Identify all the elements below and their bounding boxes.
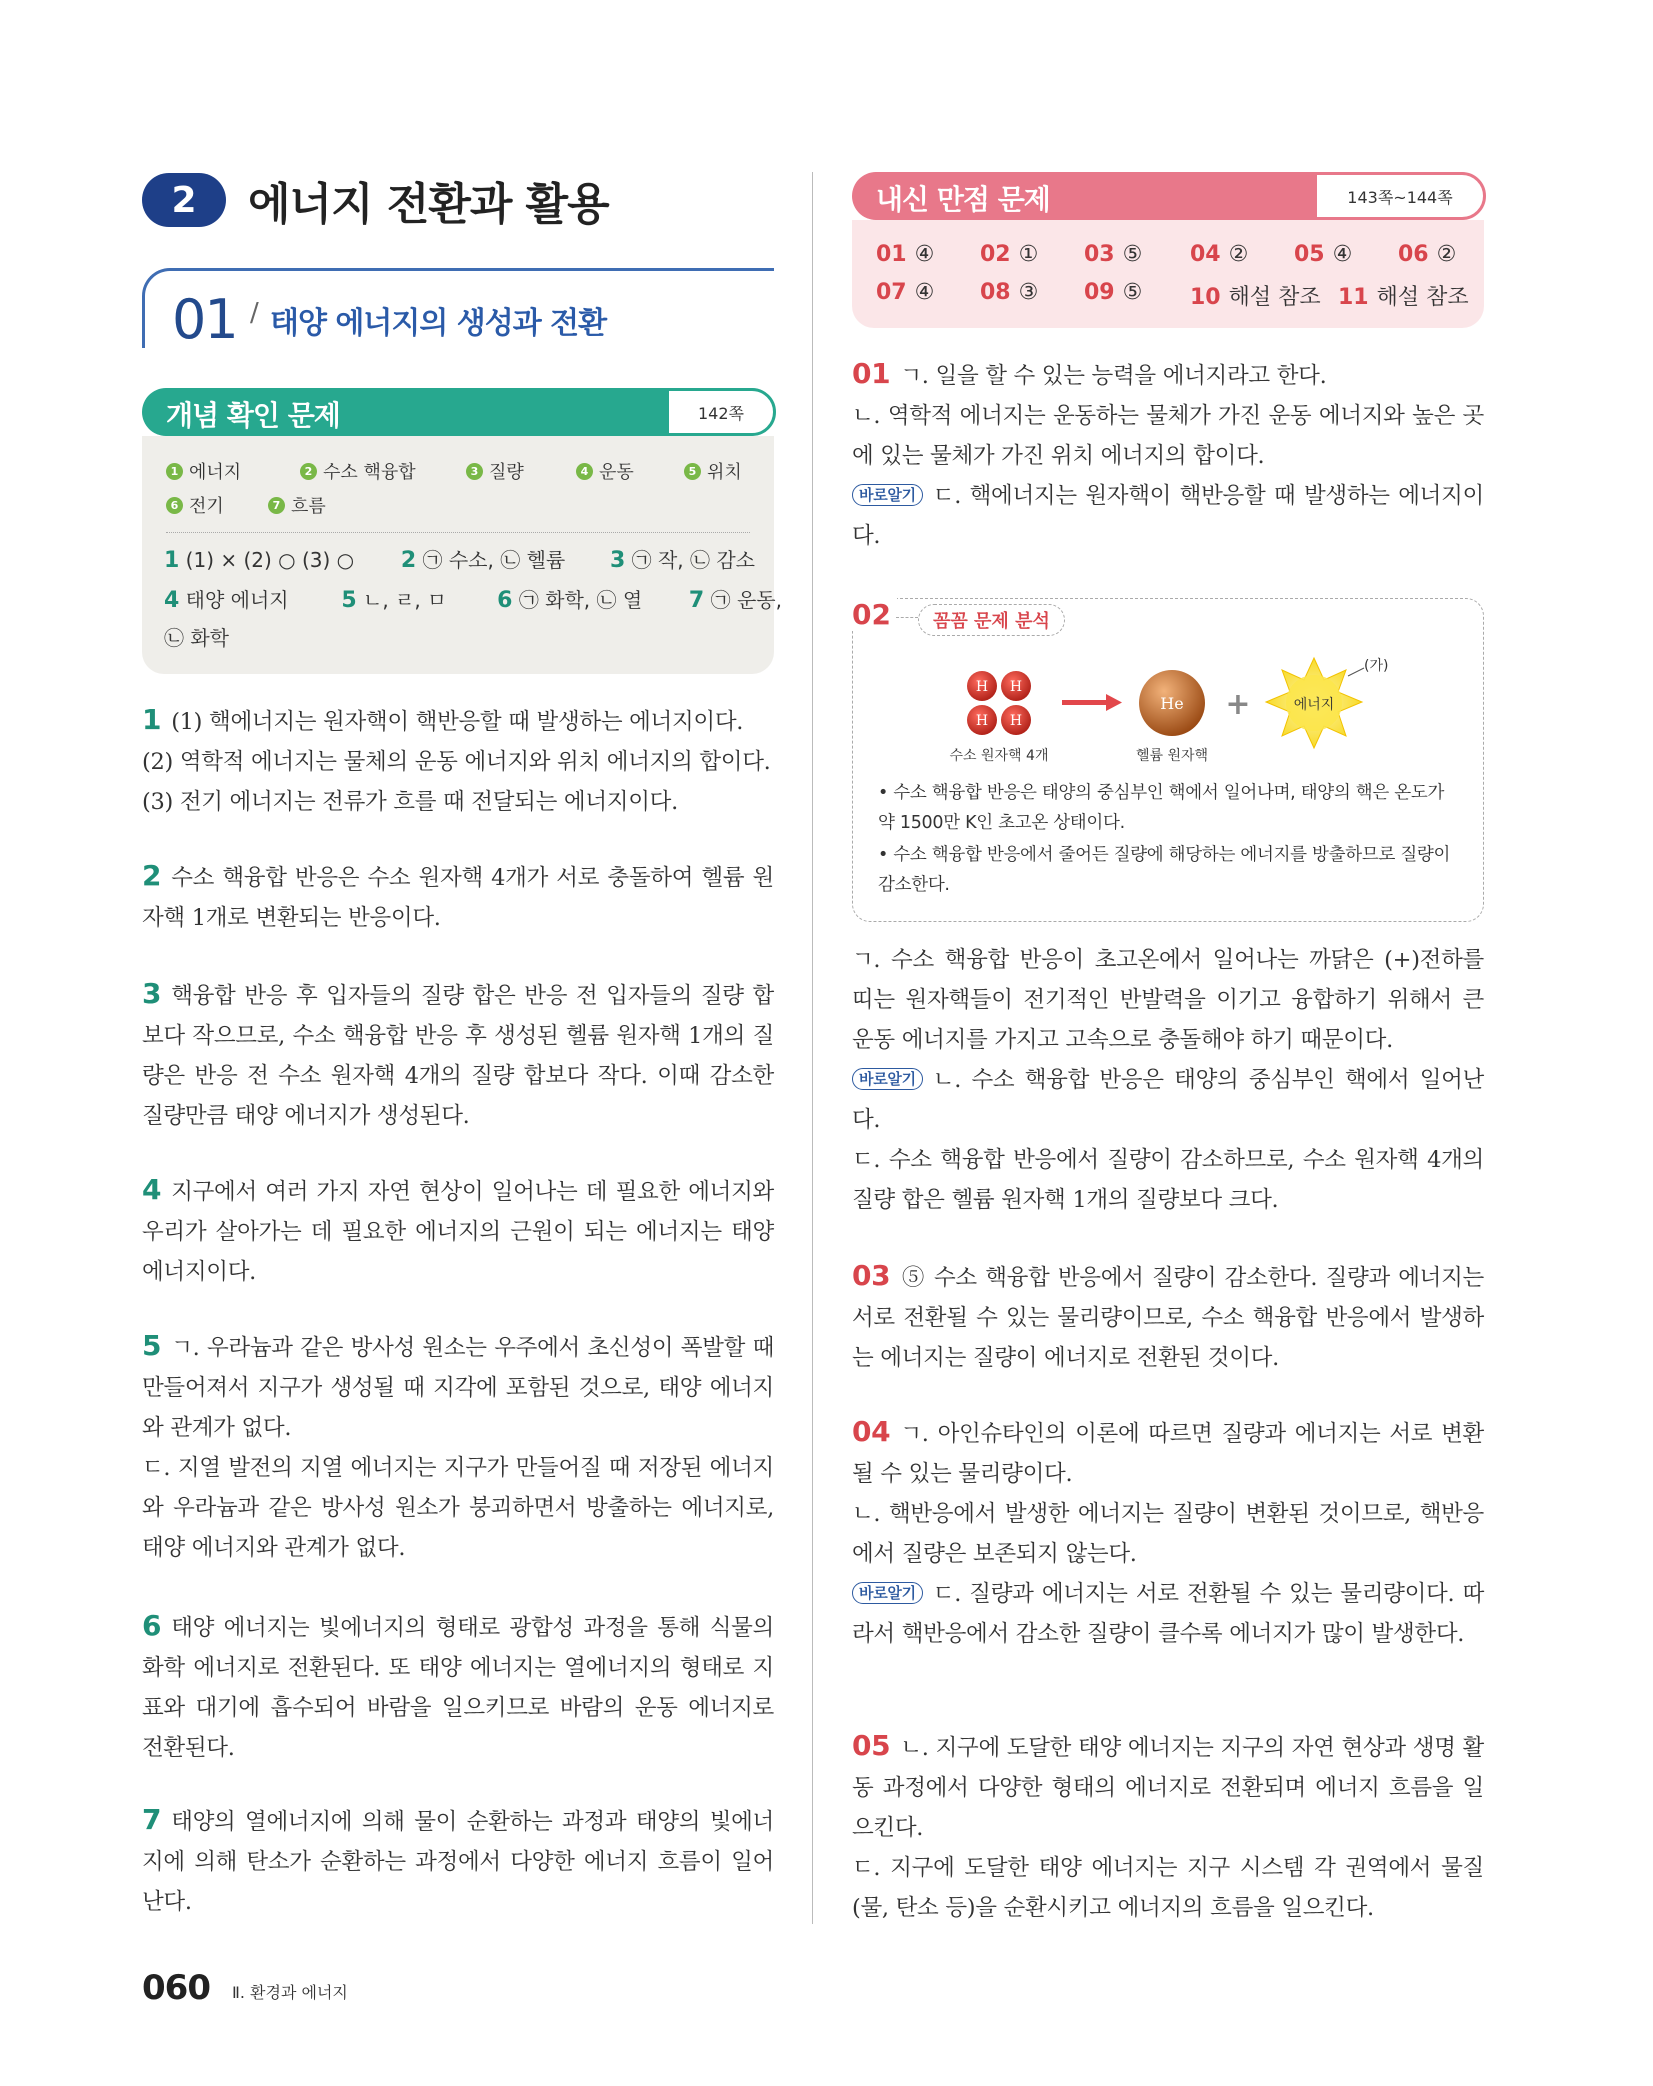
question-number: 4 [142,1173,162,1206]
explanation-01 [852,354,1484,556]
answer-key-item [1190,242,1248,267]
explanation-7 [142,1800,774,1922]
explanation-text: ㄴ. 핵반응에서 발생한 에너지는 질량이 변환된 것이므로, 핵반응에서 질량은 보존되지 않는다. [852,1501,1484,1567]
explanation-5 [142,1326,774,1568]
explanation-text: 핵융합 반응 후 입자들의 질량 합은 반응 전 입자들의 질량 합보다 작으므로, 수소 핵융합 반응 후 생성된 헬륨 원자핵 1개의 질량은 반응 전 수소 원자핵 4개의 질량 합보다 작다. 이때 감소한 질량만큼 태양 에너지가 생성된다. [142,983,774,1129]
keyword-item [300,458,466,484]
question-number: 3 [142,977,162,1010]
keyword-number-icon: 5 [684,463,701,480]
explanation-2 [142,856,774,938]
concept-answer-line-1 [164,544,755,573]
chapter-header [142,168,609,232]
fix-badge: 바로알기 [852,1068,923,1090]
answer-text: ㉠ 운동, [710,588,782,612]
section-title: 태양 에너지의 생성과 전환 [270,306,607,341]
keyword-label: 흐름 [291,496,326,517]
question-number: 2 [142,859,162,892]
ga-label: (가) [1364,658,1389,674]
answer-key-value: ④ [914,280,935,305]
explanation-02 [852,940,1484,1220]
answer-key-value: ② [1228,242,1249,267]
question-number: 02 [852,598,897,631]
answer-key-item [980,280,1038,305]
explanation-text: ㄱ. 수소 핵융합 반응이 초고온에서 일어나는 까닭은 (+)전하를 띠는 원자핵들이 전기적인 반발력을 이기고 융합하기 위해서 큰 운동 에너지를 가지고 고속으로 충돌해야 하기 때문이다. [852,947,1484,1053]
keyword-number-icon: 4 [576,463,593,480]
keyword-label: 전기 [189,496,224,517]
answer-number: 5 [341,588,357,613]
helium-caption: 헬륨 원자핵 [1135,748,1209,764]
section-header [142,268,774,351]
plus-sign: + [1225,687,1251,722]
keyword-label: 수소 핵융합 [323,462,416,483]
explanation-text: ㄷ. 지구에 도달한 태양 에너지는 지구 시스템 각 권역에서 물질(물, 탄소 등)을 순환시키고 에너지의 흐름을 일으킨다. [852,1855,1484,1921]
footer-unit-label: Ⅱ. 환경과 에너지 [232,1983,348,2002]
explanation-text: ㄱ. 일을 할 수 있는 능력을 에너지라고 한다. [900,363,1327,389]
keyword-item [684,458,742,484]
explanation-text: 수소 핵융합 반응은 수소 원자핵 4개가 서로 충돌하여 헬륨 원자핵 1개로 변환되는 반응이다. [142,865,774,931]
answer-key-item [1084,280,1142,305]
fix-badge: 바로알기 [852,484,923,506]
answer-key-box [852,220,1484,328]
energy-label: 에너지 [1293,697,1335,713]
question-number: 05 [852,1729,891,1762]
answer-key-item [876,242,934,267]
keyword-item [166,458,300,484]
keyword-number-icon: 7 [268,497,285,514]
keyword-label: 에너지 [189,462,242,483]
explanation-03 [852,1256,1484,1378]
answer-number: 1 [164,548,180,573]
answer-key-header [852,172,1484,220]
answer-key-title: 내신 만점 문제 [876,183,1050,216]
explanation-text: ㄱ. 아인슈타인의 이론에 따르면 질량과 에너지는 서로 변환될 수 있는 물리량이다. [852,1421,1484,1487]
concept-answer-line-2 [164,584,782,613]
svg-text:H: H [1009,679,1023,695]
page-number: 060 [142,1968,210,2008]
answer-key-value: 해설 참조 [1376,285,1469,310]
svg-text:H: H [1009,713,1023,729]
answer-key-number: 04 [1190,242,1221,267]
answer-key-item [980,242,1038,267]
answer-key-item [1084,242,1142,267]
answer-key-item [1398,242,1456,267]
answer-number: 6 [497,588,513,613]
keyword-number-icon: 2 [300,463,317,480]
explanation-text: 태양의 열에너지에 의해 물이 순환하는 과정과 태양의 빛에너지에 의해 탄소가 순환하는 과정에서 다양한 에너지 흐름이 일어난다. [142,1809,774,1915]
answer-text: ㉠ 수소, ㉡ 헬륨 [422,548,566,572]
explanation-6 [142,1606,774,1768]
answer-text: (1) × (2) ○ (3) ○ [185,548,355,572]
question-number: 01 [852,357,891,390]
section-number: 01 [172,288,237,351]
answer-key-value: 해설 참조 [1228,285,1321,310]
concept-check-header [142,388,774,436]
question-number: 7 [142,1803,162,1836]
explanation-text: ㄴ. 역학적 에너지는 운동하는 물체가 가진 운동 에너지와 높은 곳에 있는 물체가 가진 위치 에너지의 합이다. [852,403,1484,469]
answer-number: 2 [400,548,417,573]
fusion-diagram [852,650,1484,770]
answer-key-number: 01 [876,242,907,267]
keyword-row-1 [166,458,742,484]
explanation-text: ㄷ. 질량과 에너지는 서로 전환될 수 있는 물리량이다. 따라서 핵반응에서 감소한 질량이 클수록 에너지가 많이 발생한다. [852,1581,1484,1647]
explanation-1 [142,700,774,822]
explanation-text: ㄱ. 우라늄과 같은 방사성 원소는 우주에서 초신성이 폭발할 때 만들어져서 지구가 생성될 때 지각에 포함된 것으로, 태양 에너지와 관계가 없다. ㄷ. 지열 발전의 지열 에너지는 지구가 만들어질 때 저장된 에너지와 우라늄과 같은 방사성 원소가 붕괴하면서 방출하는 에너지로, 태양 에너지와 관계가 없다. [142,1335,774,1561]
answer-text: ㉠ 화학, ㉡ 열 [518,588,643,612]
explanation-text: ㄴ. 수소 핵융합 반응은 태양의 중심부인 핵에서 일어난다. [852,1067,1484,1133]
keyword-label: 운동 [599,462,634,483]
keyword-number-icon: 3 [466,463,483,480]
answer-number: 7 [688,588,705,613]
question-number: 6 [142,1609,162,1642]
svg-text:H: H [975,713,989,729]
concept-check-box [142,436,782,674]
concept-check-title: 개념 확인 문제 [166,399,340,432]
hydrogen-caption: 수소 원자핵 4개 [949,748,1049,764]
keyword-label: 질량 [489,462,524,483]
answer-text: ㉡ 화학 [164,626,229,650]
keyword-item [576,458,684,484]
answer-key-item [876,280,934,305]
keyword-label: 위치 [707,462,742,483]
arrow-right-icon [1062,694,1122,711]
answer-key-value: ② [1436,242,1457,267]
answer-text: 태양 에너지 [185,588,289,612]
answer-key-number: 02 [980,242,1011,267]
section-slash: / [250,298,259,328]
hydrogen-nuclei [967,671,1031,735]
concept-answer-line-3 [164,622,229,651]
explanation-text: 지구에서 여러 가지 자연 현상이 일어나는 데 필요한 에너지와 우리가 살아가는 데 필요한 에너지의 근원이 되는 에너지는 태양 에너지이다. [142,1179,774,1285]
answer-key-item [1294,242,1352,267]
keyword-item [268,492,326,518]
column-divider [812,172,813,1924]
explanation-3 [142,974,774,1136]
question-number: 04 [852,1415,891,1448]
answer-key-number: 08 [980,280,1011,305]
question-number: 03 [852,1259,891,1292]
explanation-text: ㄷ. 수소 핵융합 반응에서 질량이 감소하므로, 수소 원자핵 4개의 질량 합은 헬륨 원자핵 1개의 질량보다 크다. [852,1147,1484,1213]
answer-key-value: ④ [1332,242,1353,267]
analysis-bullet-1: • 수소 핵융합 반응은 태양의 중심부인 핵에서 일어나며, 태양의 핵은 온도가 약 1500만 K인 초고온 상태이다. [878,783,1445,833]
explanation-text: ⑤ 수소 핵융합 반응에서 질량이 감소한다. 질량과 에너지는 서로 전환될 수 있는 물리량이므로, 수소 핵융합 반응에서 발생하는 에너지는 질량이 에너지로 전환된 것이다. [852,1265,1484,1371]
question-number: 5 [142,1329,162,1362]
analysis-connector [896,617,918,618]
explanation-4 [142,1170,774,1292]
explanation-04 [852,1412,1484,1654]
helium-label: He [1160,694,1184,713]
analysis-label: 꼼꼼 문제 분석 [918,604,1065,636]
ga-pointer [1348,668,1364,676]
question-number: 1 [142,703,162,736]
answer-key-number: 03 [1084,242,1115,267]
concept-check-page: 142쪽 [666,388,776,436]
answer-key-value: ⑤ [1122,280,1143,305]
explanation-text: (1) 핵에너지는 원자핵이 핵반응할 때 발생하는 에너지이다. (2) 역학적 에너지는 물체의 운동 에너지와 위치 에너지의 합이다. (3) 전기 에너지는 전류가 흐를 때 전달되는 에너지이다. [142,709,771,815]
answer-key-value: ④ [914,242,935,267]
explanation-text: ㄴ. 지구에 도달한 태양 에너지는 지구의 자연 현상과 생명 활동 과정에서 다양한 형태의 에너지로 전환되며 에너지 흐름을 일으킨다. [852,1735,1484,1841]
answer-number: 3 [609,548,626,573]
explanation-text: ㄷ. 핵에너지는 원자핵이 핵반응할 때 발생하는 에너지이다. [852,483,1484,549]
concept-divider [166,532,750,533]
keyword-number-icon: 6 [166,497,183,514]
fix-badge: 바로알기 [852,1582,923,1604]
keyword-row-2 [166,492,326,518]
answer-key-number: 11 [1338,285,1369,310]
answer-key-value: ① [1018,242,1039,267]
answer-key-number: 10 [1190,285,1221,310]
chapter-title: 에너지 전환과 활용 [248,179,609,230]
keyword-number-icon: 1 [166,463,183,480]
answer-key-number: 07 [876,280,907,305]
answer-text: ㄴ, ㄹ, ㅁ [363,588,447,612]
answer-text: ㉠ 작, ㉡ 감소 [631,548,755,572]
explanation-text: 태양 에너지는 빛에너지의 형태로 광합성 과정을 통해 식물의 화학 에너지로 전환된다. 또 태양 에너지는 열에너지의 형태로 지표와 대기에 흡수되어 바람을 일으키므로 바람의 운동 에너지로 전환된다. [142,1615,774,1761]
answer-key-value: ⑤ [1122,242,1143,267]
explanation-05 [852,1726,1484,1928]
keyword-item [466,458,576,484]
answer-key-pages: 143쪽~144쪽 [1314,172,1486,220]
answer-key-number: 06 [1398,242,1429,267]
analysis-bullet-2: • 수소 핵융합 반응에서 줄어든 질량에 해당하는 에너지를 방출하므로 질량이 감소한다. [878,845,1451,895]
keyword-item [166,492,268,518]
answer-number: 4 [164,588,180,613]
answer-key-value: ③ [1018,280,1039,305]
chapter-number-badge: 2 [142,173,226,227]
answer-key-number: 09 [1084,280,1115,305]
answer-key-item [1338,280,1469,311]
answer-key-item [1190,280,1321,311]
svg-text:H: H [975,679,989,695]
answer-key-number: 05 [1294,242,1325,267]
